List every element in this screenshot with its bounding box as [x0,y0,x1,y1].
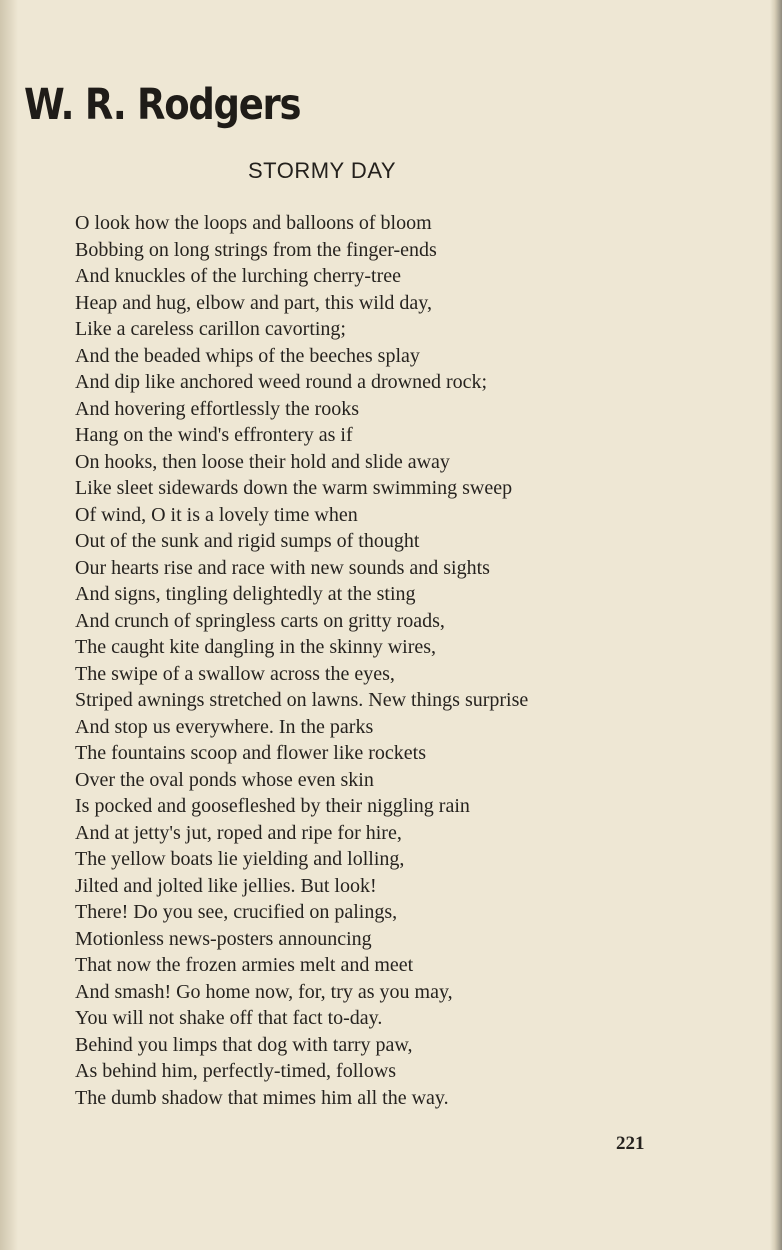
poem-line: And signs, tingling delightedly at the sting [75,583,416,605]
poem-title: STORMY DAY [248,158,397,183]
poem-line: Jilted and jolted like jellies. But look! [75,874,377,897]
poem-line: The yellow boats lie yielding and lolling, [75,848,405,870]
author-heading: W. R. Rodgers [24,80,301,130]
page-number: 221 [616,1133,645,1154]
poem-line: Hang on the wind's effrontery as if [75,424,353,446]
poem-line: Motionless news-posters announcing [75,927,372,950]
poem-line: As behind him, perfectly-timed, follows [75,1060,397,1082]
poem-line: The caught kite dangling in the skinny wires, [75,636,437,658]
page-edge [770,0,782,1250]
poem-body [75,210,528,1111]
poem-line: Heap and hug, elbow and part, this wild day, [75,291,432,314]
poem-line: O look how the loops and balloons of bloom [75,212,432,234]
poem-line: And crunch of springless carts on gritty roads, [75,609,445,632]
poem-line: Over the oval ponds whose even skin [75,768,374,791]
poem-line: And knuckles of the lurching cherry-tree [75,265,401,287]
poem-line: The swipe of a swallow across the eyes, [75,662,395,685]
poem-line: And stop us everywhere. In the parks [75,715,374,738]
poem-line: And at jetty's jut, roped and ripe for hire, [75,821,402,844]
poem-line: Of wind, O it is a lovely time when [75,503,358,526]
poem-line: And dip like anchored weed round a drowned rock; [75,371,488,393]
poem-line: Striped awnings stretched on lawns. New things surprise [75,689,529,711]
poem-line: There! Do you see, crucified on palings, [75,901,398,923]
poem-line: Like sleet sidewards down the warm swimming sweep [75,477,513,499]
poem-line: The fountains scoop and flower like rockets [75,742,427,764]
poem-line: Behind you limps that dog with tarry paw, [75,1033,413,1056]
poem-line: Out of the sunk and rigid sumps of thought [75,530,420,552]
poem-line: And the beaded whips of the beeches splay [75,344,420,367]
poem-line: Bobbing on long strings from the finger-ends [75,238,437,261]
spine-shadow [0,0,18,1250]
poem-line: On hooks, then loose their hold and slide away [75,450,450,473]
poem-line: And smash! Go home now, for, try as you may, [75,980,453,1003]
poem-line: The dumb shadow that mimes him all the way. [75,1086,449,1109]
poem-line: That now the frozen armies melt and meet [75,954,414,976]
poem-line: Is pocked and goosefleshed by their niggling rain [75,795,470,817]
poem-line: And hovering effortlessly the rooks [75,397,360,420]
poem-line: You will not shake off that fact to-day. [75,1007,383,1029]
poem-line: Like a careless carillon cavorting; [75,318,346,340]
poem-line: Our hearts rise and race with new sounds and sights [75,556,490,579]
